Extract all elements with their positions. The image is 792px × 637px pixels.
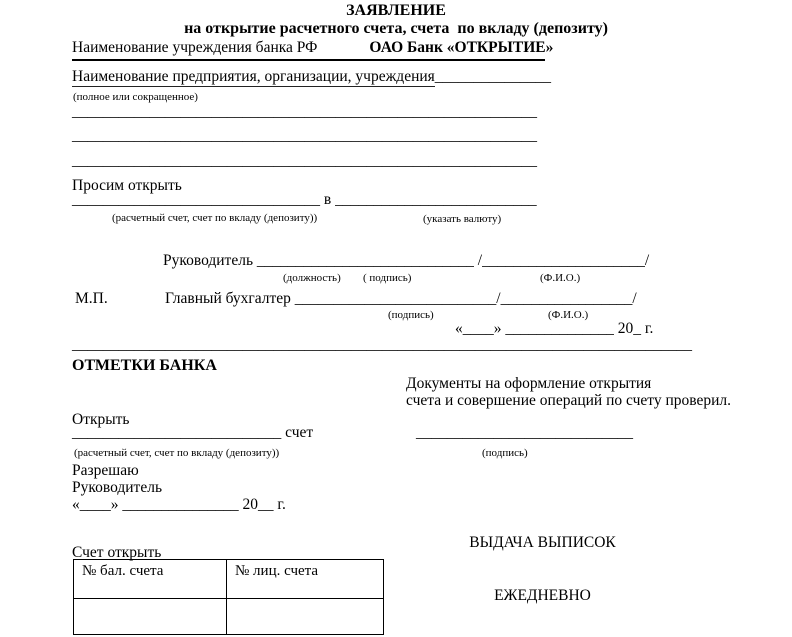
stamp-mark: М.П. — [75, 290, 108, 307]
open-label: Открыть — [72, 411, 130, 428]
lic-account-header: № лиц. счета — [227, 560, 384, 599]
section-divider: ________________________________________________________________________________ — [72, 336, 692, 353]
chief-accountant-line: Главный бухгалтер __________________________/_________________/ — [165, 290, 637, 307]
bank-marks-title: ОТМЕТКИ БАНКА — [72, 357, 217, 374]
chief-signature-hint: (подпись) — [388, 309, 434, 321]
signature-hint: ( подпись) — [363, 272, 412, 284]
ruled-line-1: ____________________________________________________________ — [72, 103, 537, 120]
open-account-line: ___________________________ счет — [72, 424, 314, 441]
statements-note-line2: ЕЖЕДНЕВНО — [494, 587, 591, 605]
ruled-line-2: ____________________________________________________________ — [72, 127, 537, 144]
open-account-hint: (расчетный счет, счет по вкладу (депозиту)) — [74, 447, 280, 459]
bank-name-value: ОАО Банк «ОТКРЫТИЕ» — [369, 39, 554, 56]
form-subtitle: на открытие расчетного счета, счета по вкладу (депозиту) — [184, 20, 608, 37]
currency-hint: (указать валюту) — [423, 213, 502, 225]
bank-director-label: Руководитель — [72, 479, 163, 496]
statements-note — [440, 498, 645, 637]
bal-account-header: № бал. счета — [74, 560, 227, 599]
org-name-line — [72, 68, 551, 86]
bank-signature-hint: (подпись) — [482, 447, 528, 459]
signature-date-line: «____» ______________ 20_ г. — [455, 320, 654, 337]
lic-account-cell — [227, 599, 384, 635]
allow-label: Разрешаю — [72, 462, 139, 479]
bank-name-line — [72, 39, 554, 61]
org-name-label: Наименование предприятия, организации, учреждения — [72, 68, 435, 85]
org-name-blank: _______________ — [434, 68, 552, 85]
org-name-hint: (полное или сокращенное) — [73, 91, 198, 103]
accounts-table — [73, 559, 384, 635]
statements-note-line1: ВЫДАЧА ВЫПИСОК — [469, 533, 616, 551]
fio-hint: (Ф.И.О.) — [540, 272, 581, 284]
request-lead: Просим открыть — [72, 177, 182, 194]
accounts-table-value-row — [74, 599, 384, 635]
bal-account-cell — [74, 599, 227, 635]
bank-name-label: Наименование учреждения банка РФ — [72, 39, 318, 56]
account-type-hint: (расчетный счет, счет по вкладу (депозиту)) — [112, 212, 318, 224]
position-hint: (должность) — [283, 272, 341, 284]
ruled-line-3: ____________________________________________________________ — [72, 152, 537, 169]
verified-note-line2: счета и совершение операций по счету проверил. — [406, 392, 732, 409]
chief-fio-hint: (Ф.И.О.) — [548, 309, 589, 321]
verified-note-line1: Документы на оформление открытия — [406, 375, 652, 392]
bank-signature-blank: ____________________________ — [416, 424, 633, 441]
bank-date-line: «____» _______________ 20__ г. — [72, 496, 286, 513]
form-title: ЗАЯВЛЕНИЕ — [346, 2, 446, 19]
request-line: ________________________________ в __________________________ — [72, 191, 537, 208]
account-open-label: Счет открыть — [72, 544, 162, 561]
director-signature-line: Руководитель ____________________________ /_____________________/ — [163, 252, 650, 269]
accounts-table-header-row — [74, 560, 384, 599]
